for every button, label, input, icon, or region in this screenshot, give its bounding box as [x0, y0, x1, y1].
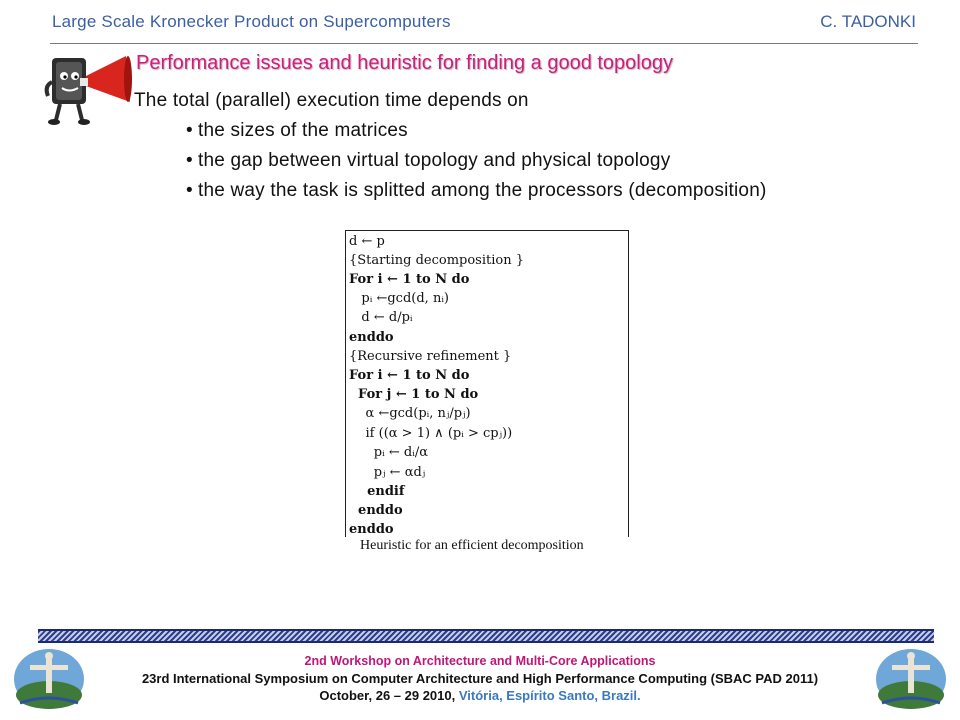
- bullet-icon: •: [186, 150, 193, 171]
- megaphone-mascot-icon: [42, 46, 134, 126]
- bullet-text: the way the task is splitted among the processors (decomposition): [198, 180, 767, 201]
- header-author: C. TADONKI: [820, 12, 916, 31]
- footer-date-place: [0, 688, 960, 703]
- algorithm-line: pᵢ ← dᵢ/α: [349, 445, 428, 460]
- algorithm-line: {Starting decomposition }: [349, 253, 524, 268]
- algorithm-caption: Heuristic for an efficient decomposition: [360, 538, 584, 553]
- bullet-list: [186, 118, 767, 208]
- footer-workshop: 2nd Workshop on Architecture and Multi-Core Applications: [304, 654, 656, 668]
- header-title: Large Scale Kronecker Product on Supercomputers: [52, 12, 451, 31]
- algorithm-line: endif: [349, 484, 405, 499]
- bullet-text: the sizes of the matrices: [198, 120, 408, 141]
- algorithm-line: For i ← 1 to N do: [349, 368, 470, 383]
- list-item: [186, 148, 767, 178]
- list-item: [186, 118, 767, 148]
- bullet-icon: •: [186, 120, 193, 141]
- algorithm-line: For j ← 1 to N do: [349, 387, 479, 402]
- footer-band: [38, 629, 934, 643]
- algorithm-line: d ← d/pᵢ: [349, 310, 413, 325]
- algorithm-line: pᵢ ←gcd(d, nᵢ): [349, 291, 450, 306]
- algorithm-line: enddo: [349, 522, 394, 537]
- algorithm-line: {Recursive refinement }: [349, 349, 512, 364]
- list-item: [186, 178, 767, 208]
- header-divider: [50, 43, 918, 44]
- algorithm-listing: [349, 232, 524, 539]
- algorithm-line: d ← p: [349, 234, 385, 249]
- footer-symposium: 23rd International Symposium on Computer Architecture and High Performance Computing (SBAC PAD 2011): [141, 671, 819, 686]
- slide-title: Performance issues and heuristic for finding a good topology: [136, 52, 673, 74]
- bullet-text: the gap between virtual topology and physical topology: [198, 150, 671, 171]
- algorithm-line: For i ← 1 to N do: [349, 272, 470, 287]
- footer-date: October, 26 – 29 2010,: [319, 688, 459, 703]
- bullet-icon: •: [186, 180, 193, 201]
- intro-text: The total (parallel) execution time depends on: [134, 90, 529, 111]
- algorithm-line: enddo: [349, 330, 394, 345]
- algorithm-line: pⱼ ← αdⱼ: [349, 465, 426, 480]
- footer-place: Vitória, Espírito Santo, Brazil.: [458, 688, 641, 703]
- algorithm-line: α ←gcd(pᵢ, nⱼ/pⱼ): [349, 406, 471, 421]
- algorithm-line: if ((α > 1) ∧ (pᵢ > cpⱼ)): [349, 426, 513, 441]
- algorithm-line: enddo: [349, 503, 403, 518]
